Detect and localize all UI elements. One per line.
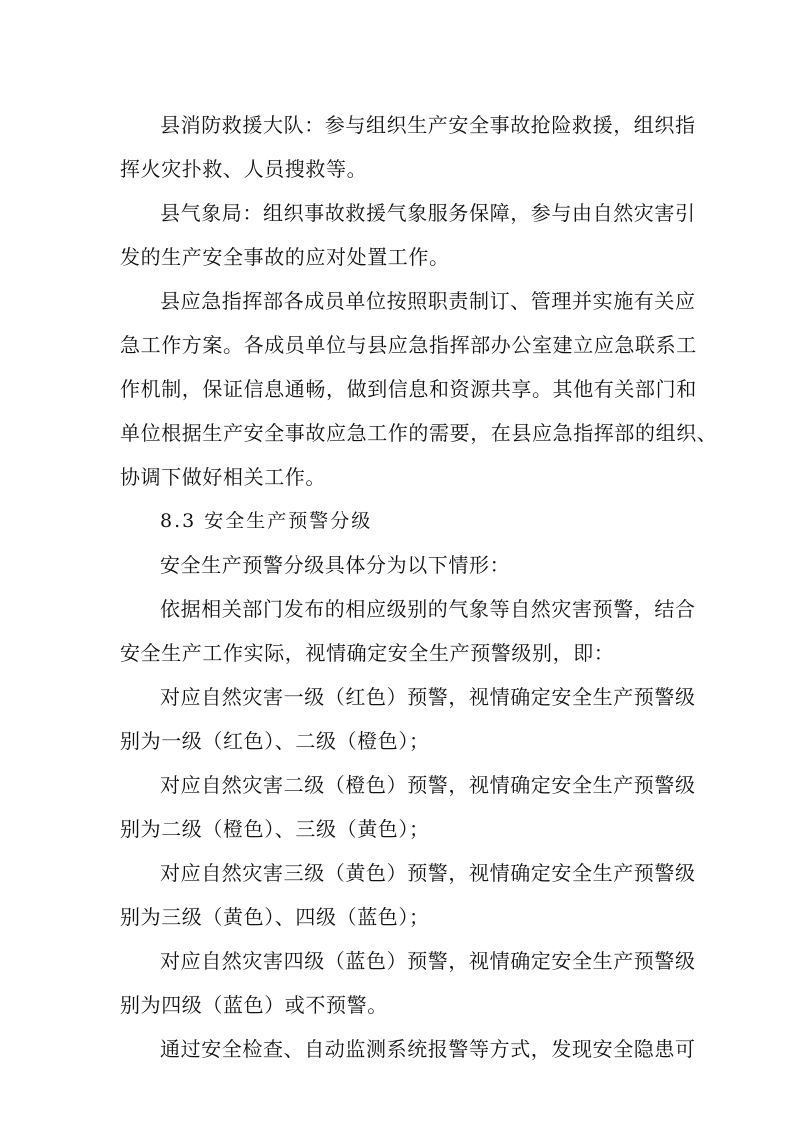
paragraph-level-4-line-2: 别为四级（蓝色）或不预警。	[120, 993, 388, 1017]
paragraph-level-1-line-2: 别为一级（红色）、二级（橙色）；	[120, 729, 430, 753]
paragraph-level-2-line-2: 别为二级（橙色）、三级（黄色）；	[120, 817, 430, 841]
paragraph-classification-intro: 安全生产预警分级具体分为以下情形：	[160, 553, 511, 577]
paragraph-command-line-2: 急工作方案。各成员单位与县应急指挥部办公室建立应急联系工	[120, 333, 697, 357]
paragraph-command-line-5: 协调下做好相关工作。	[120, 465, 326, 489]
paragraph-command-line-4: 单位根据生产安全事故应急工作的需要，在县应急指挥部的组织、	[120, 421, 718, 445]
paragraph-fire-rescue-line-2: 挥火灾扑救、人员搜救等。	[120, 157, 368, 181]
section-heading-8-3: 8.3 安全生产预警分级	[160, 510, 373, 532]
paragraph-level-4-line-1: 对应自然灾害四级（蓝色）预警，视情确定安全生产预警级	[160, 949, 696, 973]
paragraph-fire-rescue-line-1: 县消防救援大队：参与组织生产安全事故抢险救援，组织指	[160, 113, 696, 137]
paragraph-command-line-1: 县应急指挥部各成员单位按照职责制订、管理并实施有关应	[160, 289, 696, 313]
paragraph-inspection-line-1: 通过安全检查、自动监测系统报警等方式，发现安全隐患可	[160, 1037, 696, 1061]
paragraph-meteorology-line-1: 县气象局：组织事故救援气象服务保障，参与由自然灾害引	[160, 201, 696, 225]
paragraph-meteorology-line-2: 发的生产安全事故的应对处置工作。	[120, 245, 450, 269]
paragraph-level-3-line-2: 别为三级（黄色）、四级（蓝色）；	[120, 905, 430, 929]
paragraph-level-1-line-1: 对应自然灾害一级（红色）预警，视情确定安全生产预警级	[160, 685, 696, 709]
paragraph-level-2-line-1: 对应自然灾害二级（橙色）预警，视情确定安全生产预警级	[160, 773, 696, 797]
paragraph-basis-line-1: 依据相关部门发布的相应级别的气象等自然灾害预警，结合	[160, 597, 696, 621]
paragraph-level-3-line-1: 对应自然灾害三级（黄色）预警，视情确定安全生产预警级	[160, 861, 696, 885]
paragraph-basis-line-2: 安全生产工作实际，视情确定安全生产预警级别，即：	[120, 641, 615, 665]
paragraph-command-line-3: 作机制，保证信息通畅，做到信息和资源共享。其他有关部门和	[120, 377, 697, 401]
